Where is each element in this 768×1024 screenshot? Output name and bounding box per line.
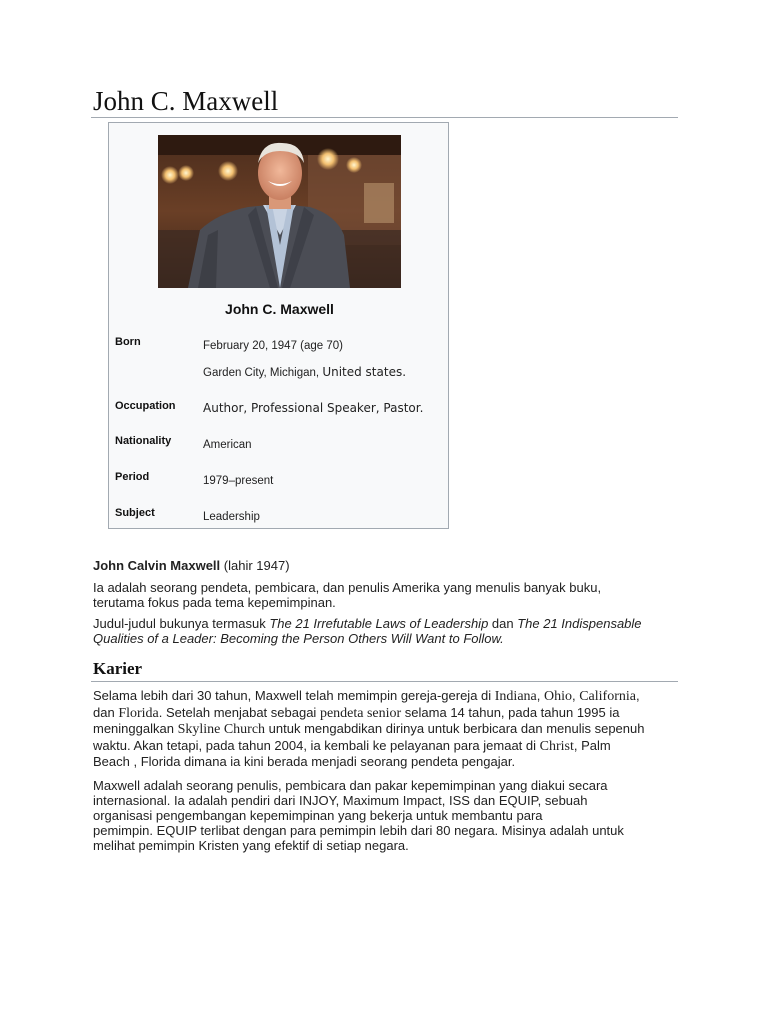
career-text: meninggalkan [93,721,178,736]
intro-paragraph [93,580,683,610]
career-text: , Palm [573,737,611,753]
books-prefix: Judul-judul bukunya termasuk [93,616,270,631]
books-line-2 [93,631,683,646]
born-label: Born [115,336,141,348]
career-line-3 [93,721,683,738]
career-text: Selama lebih dari 30 tahun, Maxwell telah memimpin gereja-gereja di [93,688,495,703]
infobox-name: John C. Maxwell [225,301,334,317]
title-divider [91,117,678,118]
intro-line-1: Ia adalah seorang pendeta, pembicara, dan penulis Amerika yang menulis banyak buku, [93,580,602,595]
books-line-1 [93,616,683,631]
intro-line-2: terutama fokus pada tema kepemimpinan. [93,595,336,610]
infobox [108,122,449,529]
career-text: waktu. Akan tetapi, pada tahun 2004, ia kembali ke pelayanan para jemaat di [93,737,540,753]
career2-line-5: melihat pemimpin Kristen yang efektif di setiap negara. [93,838,409,853]
career2-line-1: Maxwell adalah seorang penulis, pembicara dan pakar kepemimpinan yang diakui secara [93,778,608,793]
career-line-2 [93,705,683,722]
comma: , [536,688,544,703]
career-line-4 [93,738,683,755]
career-paragraph-1 [93,688,683,770]
career-paragraph-2 [93,778,683,853]
comma: , [571,688,580,703]
career-text: untuk mengabdikan dirinya untuk berbicara dan menulis sepenuh [265,721,645,736]
birth-year-note: (lahir 1947) [220,558,290,573]
place-ohio: Ohio [543,689,572,704]
period-value: 1979–present [203,475,274,487]
career2-line-2: internasional. Ia adalah pendiri dari INJOY, Maximum Impact, ISS dan EQUIP, sebuah [93,793,588,808]
section-heading-karier: Karier [93,659,143,678]
career-line-1 [93,688,683,705]
career2-line-3: organisasi pengembangan kepemimpinan yang bekerja untuk membantu para [93,808,543,823]
books-conjunction: dan [488,616,518,631]
born-place-city: Garden City, Michigan, [203,367,323,379]
career-text: . Setelah menjabat sebagai [158,704,320,720]
born-place-country: United states. [322,365,407,379]
career-text: selama 14 tahun, pada tahun 1995 ia [401,704,620,720]
nationality-value: American [203,439,252,451]
career-line-5: Beach , Florida dimana ia kini berada menjadi seorang pendeta pengajar. [93,754,516,769]
book-title-qualities-part2: Qualities of a Leader: Becoming the Person Others Will Want to Follow. [93,631,504,646]
church-christ: Christ [539,738,574,754]
book-title-laws: The 21 Irrefutable Laws of Leadership [269,616,489,631]
place-florida: Florida [118,705,159,721]
intro-name-line [93,558,683,573]
term-pendeta-senior: pendeta senior [319,705,402,721]
page-title: John C. Maxwell [93,86,279,116]
period-label: Period [115,471,150,483]
full-name: John Calvin Maxwell [93,558,221,573]
occupation-value: Author, Professional Speaker, Pastor. [203,401,424,415]
comma: , [635,688,640,703]
place-california: California [579,689,636,704]
subject-value: Leadership [203,511,260,523]
book-title-qualities-part1: The 21 Indispensable [517,616,642,631]
section-divider [91,681,678,682]
occupation-label: Occupation [115,400,176,412]
books-paragraph [93,616,683,646]
church-skyline: Skyline Church [177,722,266,737]
place-indiana: Indiana [494,689,537,704]
subject-label: Subject [115,507,155,519]
born-date: February 20, 1947 (age 70) [203,340,344,352]
career-text: dan [93,704,119,720]
nationality-label: Nationality [115,435,172,447]
born-place [203,365,406,379]
career2-line-4: pemimpin. EQUIP terlibat dengan para pemimpin lebih dari 80 negara. Misinya adalah untuk [93,823,624,838]
portrait-photo [158,135,401,288]
